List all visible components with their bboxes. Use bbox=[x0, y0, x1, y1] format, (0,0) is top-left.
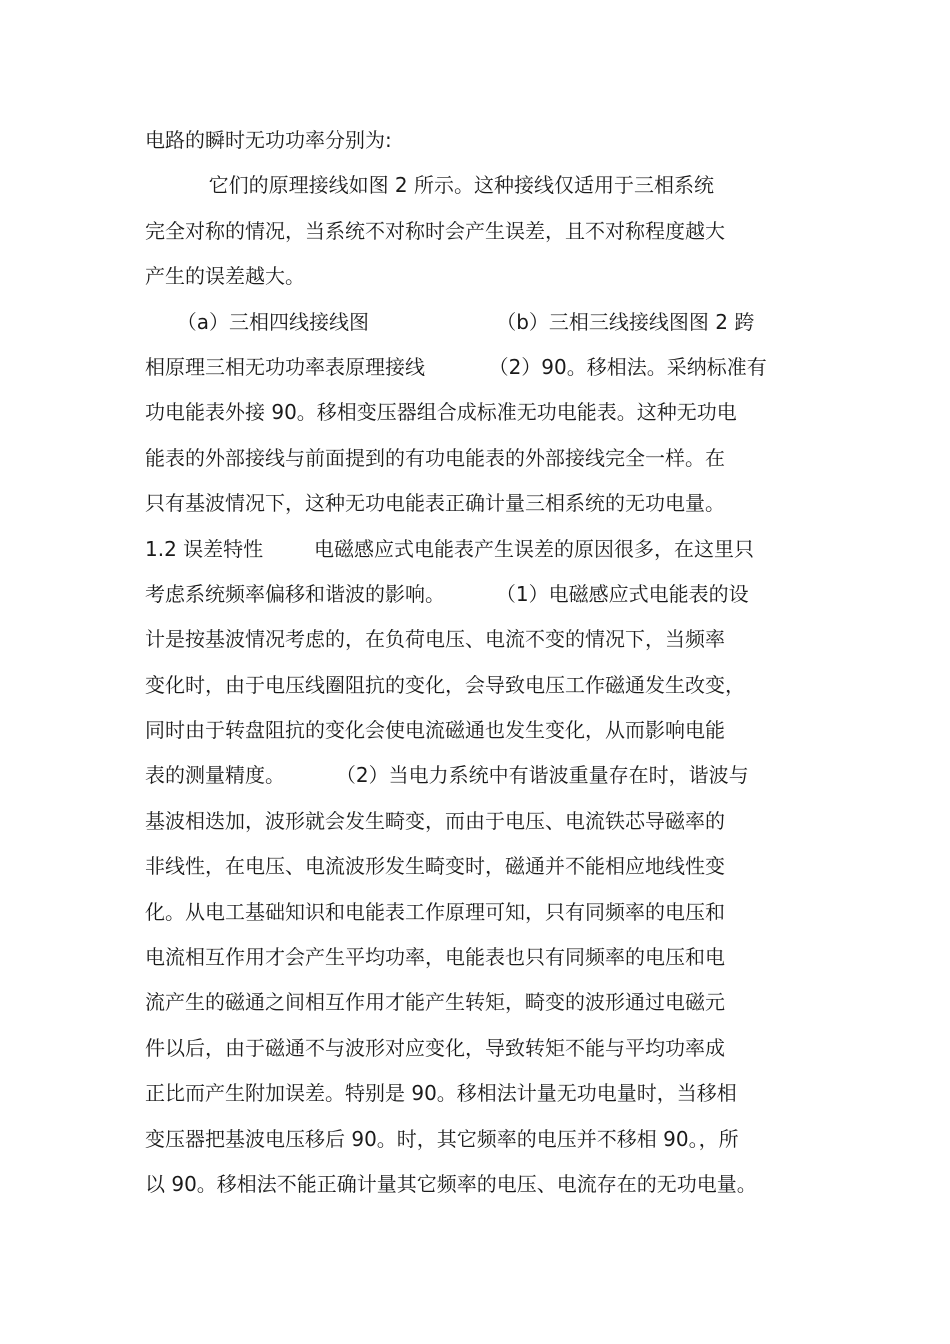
text-line: 流产生的磁通之间相互作用才能产生转矩，畸变的波形通过电磁元 bbox=[145, 990, 725, 1015]
text-line: 电路的瞬时无功功率分别为: bbox=[145, 128, 392, 152]
text-line: 它们的原理接线如图 2 所示。这种接线仅适用于三相系统 bbox=[145, 173, 715, 198]
text-line: 同时由于转盘阻抗的变化会使电流磁通也发生变化，从而影响电能 bbox=[145, 718, 725, 743]
text-line: 正比而产生附加误差。特别是 90。移相法计量无功电量时，当移相 bbox=[145, 1081, 737, 1106]
text-line: 变压器把基波电压移后 90。时，其它频率的电压并不移相 90。，所 bbox=[145, 1126, 739, 1151]
text-line: 产生的误差越大。 bbox=[145, 264, 305, 289]
text-line: 1.2 误差特性 电磁感应式电能表产生误差的原因很多，在这里只 bbox=[145, 536, 755, 561]
text-line: 功电能表外接 90。移相变压器组合成标准无功电能表。这种无功电 bbox=[145, 400, 737, 425]
text-line: 表的测量精度。 （2）当电力系统中有谐波重量存在时，谐波与 bbox=[145, 763, 749, 788]
text-line: （a）三相四线接线图 （b）三相三线接线图图 2 跨 bbox=[145, 309, 755, 334]
text-line: 以 90。移相法不能正确计量其它频率的电压、电流存在的无功电量。 bbox=[145, 1171, 757, 1196]
text-line: 化。从电工基础知识和电能表工作原理可知，只有同频率的电压和 bbox=[145, 899, 725, 924]
text-line: 能表的外部接线与前面提到的有功电能表的外部接线完全一样。在 bbox=[145, 445, 725, 470]
text-line: 完全对称的情况，当系统不对称时会产生误差，且不对称程度越大 bbox=[145, 218, 725, 243]
text-line: 变化时，由于电压线圈阻抗的变化，会导致电压工作磁通发生改变， bbox=[145, 672, 745, 697]
text-line: 电流相互作用才会产生平均功率，电能表也只有同频率的电压和电 bbox=[145, 945, 725, 970]
text-line: 基波相迭加，波形就会发生畸变，而由于电压、电流铁芯导磁率的 bbox=[145, 808, 725, 833]
body-text bbox=[145, 118, 825, 1207]
text-line: 非线性，在电压、电流波形发生畸变时，磁通并不能相应地线性变 bbox=[145, 854, 725, 879]
text-line: 只有基波情况下，这种无功电能表正确计量三相系统的无功电量。 bbox=[145, 491, 725, 516]
text-line: 考虑系统频率偏移和谐波的影响。 （1）电磁感应式电能表的设 bbox=[145, 581, 749, 606]
text-line: 相原理三相无功功率表原理接线 （2）90。移相法。采纳标准有 bbox=[145, 354, 767, 379]
text-line: 件以后，由于磁通不与波形对应变化，导致转矩不能与平均功率成 bbox=[145, 1035, 725, 1060]
text-line: 计是按基波情况考虑的，在负荷电压、电流不变的情况下，当频率 bbox=[145, 627, 725, 652]
